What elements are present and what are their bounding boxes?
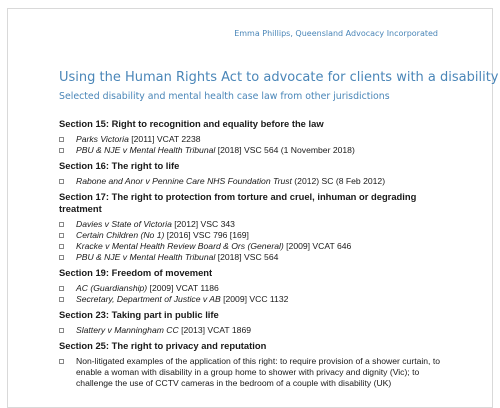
- case-citation: [2009] VCAT 1186: [147, 283, 219, 293]
- checkbox-bullet-icon: [59, 328, 64, 333]
- list-item: [59, 219, 449, 230]
- case-list: [59, 134, 449, 156]
- section-15: [59, 118, 449, 156]
- document-body: [59, 118, 449, 393]
- checkbox-bullet-icon: [59, 222, 64, 227]
- case-name: Davies v State of Victoria: [76, 219, 172, 229]
- checkbox-bullet-icon: [59, 359, 64, 364]
- case-citation: [2013] VCAT 1869: [178, 325, 252, 335]
- section-23: [59, 309, 449, 336]
- section-25: [59, 340, 449, 389]
- case-name: PBU & NJE v Mental Health Tribunal: [76, 145, 216, 155]
- section-17: [59, 191, 449, 263]
- section-heading: Section 25: The right to privacy and reputation: [59, 340, 267, 351]
- list-item: [59, 283, 449, 294]
- list-item: [59, 241, 449, 252]
- checkbox-bullet-icon: [59, 255, 64, 260]
- case-name: Secretary, Department of Justice v AB: [76, 294, 221, 304]
- case-citation: [2018] VSC 564 (1 November 2018): [215, 145, 355, 155]
- checkbox-bullet-icon: [59, 179, 64, 184]
- case-list: [59, 219, 449, 263]
- case-name: AC (Guardianship): [76, 283, 148, 293]
- case-citation: [2012] VSC 343: [171, 219, 235, 229]
- case-citation: [2009] VCC 1132: [220, 294, 289, 304]
- case-list: [59, 356, 449, 389]
- case-citation: (2012) SC (8 Feb 2012): [291, 176, 386, 186]
- case-list: [59, 325, 449, 336]
- checkbox-bullet-icon: [59, 148, 64, 153]
- section-19: [59, 267, 449, 305]
- document-title: Using the Human Rights Act to advocate for clients with a disability: [59, 70, 499, 85]
- section-16: [59, 160, 449, 187]
- list-item: [59, 134, 449, 145]
- section-note: Non-litigated examples of the application of this right: to require provision of a shower curtain, to enable a woman with disability in a group home to shower with privacy and dignity (Vic); to challenge the use of CCTV cameras in the bedroom of a couple with disability (UK): [76, 356, 440, 388]
- section-heading: Section 17: The right to protection from torture and cruel, inhuman or degrading treatment: [59, 191, 417, 214]
- section-heading: Section 19: Freedom of movement: [59, 267, 213, 278]
- case-name: PBU & NJE v Mental Health Tribunal: [76, 252, 216, 262]
- section-heading: Section 15: Right to recognition and equality before the law: [59, 118, 324, 129]
- list-item: [59, 294, 449, 305]
- section-heading: Section 23: Taking part in public life: [59, 309, 219, 320]
- list-item: [59, 145, 449, 156]
- case-list: [59, 176, 449, 187]
- header-author: Emma Phillips, Queensland Advocacy Incorporated: [234, 29, 438, 38]
- list-item: [59, 176, 449, 187]
- checkbox-bullet-icon: [59, 286, 64, 291]
- case-citation: [2016] VSC 796 [169]: [164, 230, 249, 240]
- list-item: [59, 325, 449, 336]
- case-citation: [2018] VSC 564: [215, 252, 279, 262]
- case-name: Parks Victoria: [76, 134, 129, 144]
- case-name: Rabone and Anor v Pennine Care NHS Foundation Trust: [76, 176, 292, 186]
- list-item: [59, 230, 449, 241]
- case-name: Kracke v Mental Health Review Board & Ors (General): [76, 241, 284, 251]
- checkbox-bullet-icon: [59, 244, 64, 249]
- document-subtitle: Selected disability and mental health case law from other jurisdictions: [59, 91, 390, 102]
- case-name: Slattery v Manningham CC: [76, 325, 179, 335]
- case-citation: [2011] VCAT 2238: [128, 134, 201, 144]
- list-item: [59, 252, 449, 263]
- case-list: [59, 283, 449, 305]
- checkbox-bullet-icon: [59, 137, 64, 142]
- checkbox-bullet-icon: [59, 233, 64, 238]
- list-item: [59, 356, 449, 389]
- section-heading: Section 16: The right to life: [59, 160, 180, 171]
- case-citation: [2009] VCAT 646: [283, 241, 352, 251]
- checkbox-bullet-icon: [59, 297, 64, 302]
- case-name: Certain Children (No 1): [76, 230, 165, 240]
